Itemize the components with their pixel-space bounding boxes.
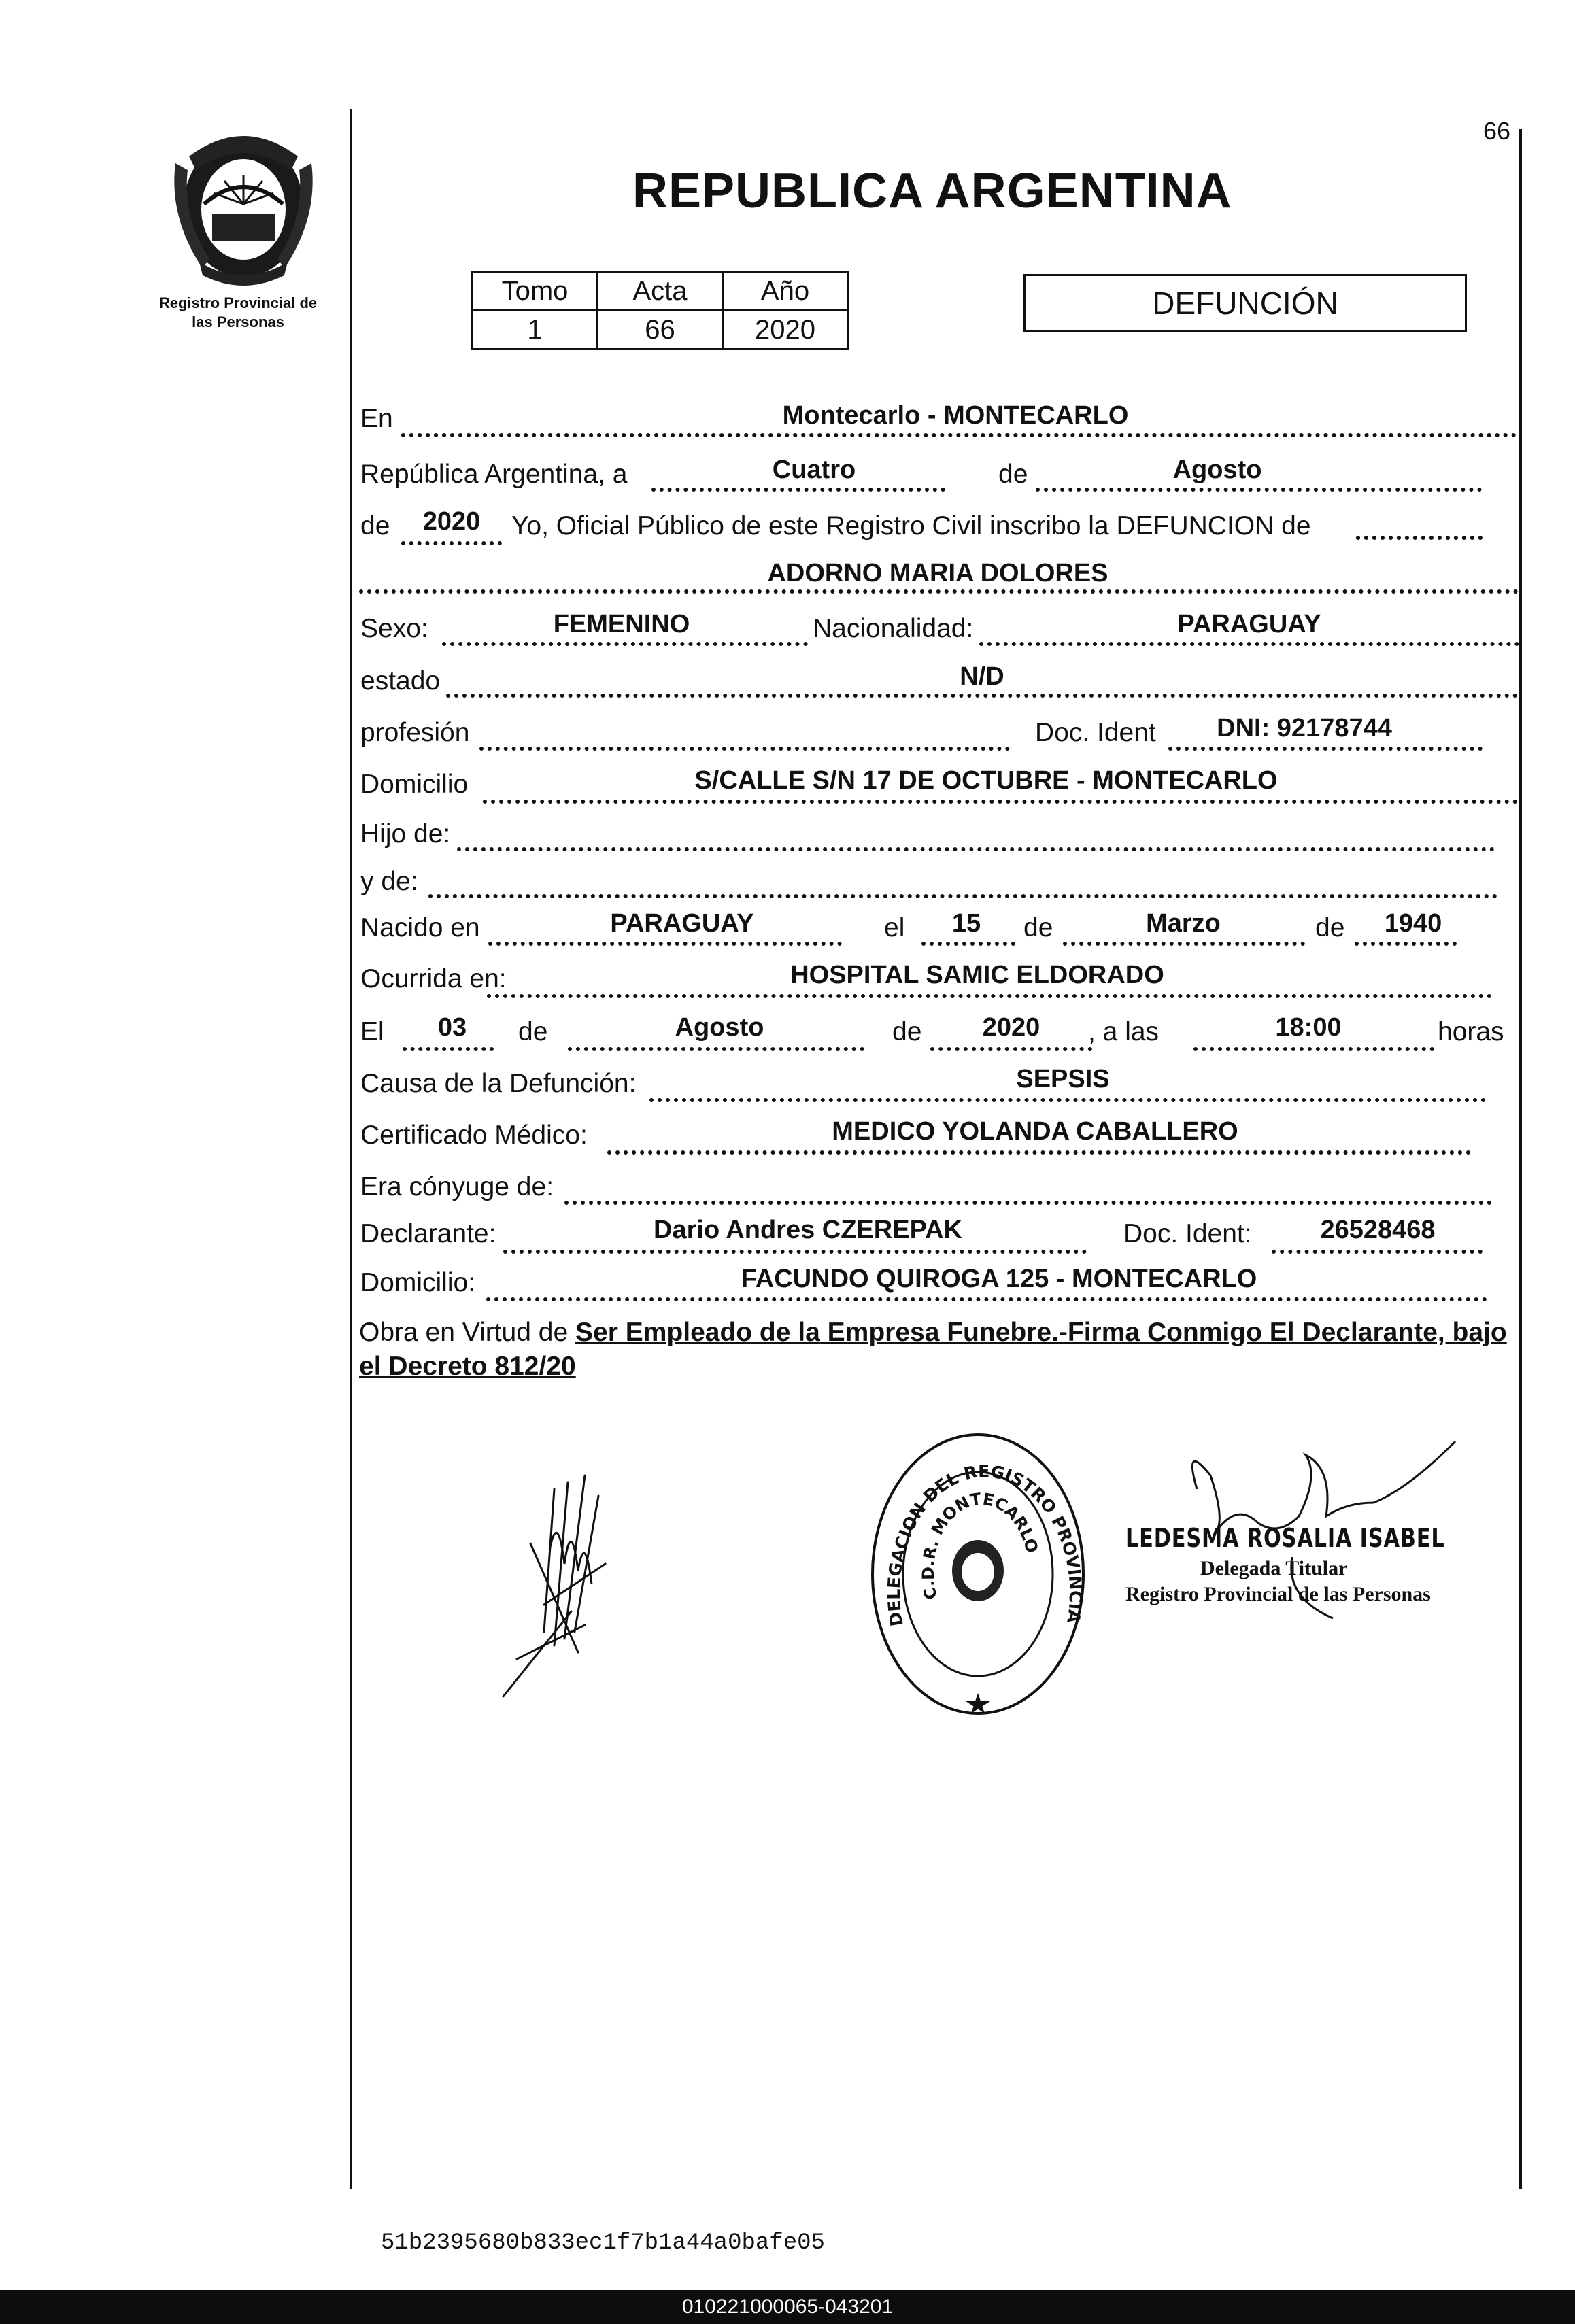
declarant-doc-label: Doc. Ident: xyxy=(1123,1219,1252,1248)
civil-status-value: N/D xyxy=(960,662,1004,691)
day-words: Cuatro xyxy=(772,456,856,484)
civil-status-label: estado xyxy=(360,666,441,696)
declarant-domicile-dotline xyxy=(486,1297,1487,1301)
day-dotline xyxy=(651,488,945,492)
death-year-dotline xyxy=(930,1047,1092,1051)
declarant-doc-value: 26528468 xyxy=(1320,1216,1436,1244)
declarant-domicile-label: Domicilio: xyxy=(360,1268,476,1297)
sex-dotline xyxy=(442,642,808,646)
virtue-label: Obra en Virtud de xyxy=(359,1318,569,1347)
declarant-domicile-value: FACUNDO QUIROGA 125 - MONTECARLO xyxy=(741,1265,1257,1293)
doc-ident-label: Doc. Ident xyxy=(1035,718,1156,747)
nationality-label: Nacionalidad: xyxy=(813,614,974,643)
born-in-label: Nacido en xyxy=(360,913,480,942)
registry-name xyxy=(126,294,350,332)
record-table xyxy=(471,271,849,350)
birth-day: 15 xyxy=(951,909,981,938)
cause-value: SEPSIS xyxy=(1016,1065,1110,1093)
statement-dotline xyxy=(1356,536,1483,540)
declarant-signature xyxy=(490,1469,626,1713)
spouse-dotline xyxy=(564,1201,1492,1205)
domicile-label: Domicilio xyxy=(360,770,469,799)
domicile-dotline xyxy=(483,800,1518,804)
nationality-value: PARAGUAY xyxy=(1177,610,1321,638)
virtue-statement xyxy=(359,1316,1522,1384)
at-label: , a las xyxy=(1088,1017,1159,1046)
declarant-doc-dotline xyxy=(1272,1250,1483,1254)
republic-label: República Argentina, a xyxy=(360,460,628,489)
el-label: el xyxy=(884,913,905,942)
death-time-dotline xyxy=(1193,1047,1434,1051)
registry-name-line2: las Personas xyxy=(192,313,284,330)
officer-role: Delegada Titular xyxy=(1200,1557,1348,1579)
cause-label: Causa de la Defunción: xyxy=(360,1069,637,1098)
officer-organization: Registro Provincial de las Personas xyxy=(1125,1583,1431,1605)
and-of-dotline xyxy=(428,894,1497,898)
year-dotline xyxy=(401,541,502,545)
certificate-value: MEDICO YOLANDA CABALLERO xyxy=(832,1117,1238,1146)
birth-month: Marzo xyxy=(1146,909,1221,938)
de-label: de xyxy=(518,1017,548,1046)
place-label: En xyxy=(360,404,393,433)
profession-dotline xyxy=(479,747,1010,751)
sex-label: Sexo: xyxy=(360,614,428,643)
de-label: de xyxy=(1023,913,1053,942)
record-table-cell: 2020 xyxy=(723,311,848,349)
record-type-box: DEFUNCIÓN xyxy=(1023,274,1467,332)
doc-ident-dotline xyxy=(1168,747,1483,751)
birth-day-dotline xyxy=(921,942,1015,946)
de-label: de xyxy=(360,511,390,541)
barcode-footer: 010221000065-043201 xyxy=(0,2290,1575,2324)
stamp-outer-text: DELEGACION DEL REGISTRO PROVINCIA xyxy=(883,1461,1086,1628)
certificate-dotline xyxy=(607,1150,1471,1155)
death-month: Agosto xyxy=(675,1013,764,1042)
born-in-value: PARAGUAY xyxy=(610,909,754,938)
record-table-value-row xyxy=(473,311,848,349)
stamp-seal-icon xyxy=(862,1421,1094,1734)
occurred-value: HOSPITAL SAMIC ELDORADO xyxy=(790,961,1164,989)
cause-dotline xyxy=(649,1098,1486,1102)
province-crest-icon xyxy=(162,122,325,286)
month-value: Agosto xyxy=(1172,456,1262,484)
death-year: 2020 xyxy=(982,1013,1040,1042)
de-label: de xyxy=(998,460,1028,489)
spouse-label: Era cónyuge de: xyxy=(360,1172,554,1201)
record-table-cell: 1 xyxy=(473,311,598,349)
record-table-header: Acta xyxy=(598,272,723,311)
page-number: 66 xyxy=(1483,117,1510,145)
year-value: 2020 xyxy=(422,507,481,536)
page-title: REPUBLICA ARGENTINA xyxy=(632,164,1232,218)
de-label: de xyxy=(1315,913,1345,942)
occurred-label: Ocurrida en: xyxy=(360,964,507,993)
declarant-dotline xyxy=(503,1250,1087,1254)
doc-ident-value: DNI: 92178744 xyxy=(1217,714,1392,742)
record-table-header-row xyxy=(473,272,848,311)
left-margin-line xyxy=(350,109,352,2189)
record-table-header: Año xyxy=(723,272,848,311)
death-day: 03 xyxy=(437,1013,467,1042)
hours-label: horas xyxy=(1438,1017,1504,1046)
month-dotline xyxy=(1036,488,1482,492)
occurred-dotline xyxy=(487,994,1492,998)
deceased-name: ADORNO MARIA DOLORES xyxy=(767,559,1108,587)
de-label: de xyxy=(892,1017,922,1046)
el-cap-label: El xyxy=(360,1017,384,1046)
declarant-value: Dario Andres CZEREPAK xyxy=(654,1216,962,1244)
profession-label: profesión xyxy=(360,718,470,747)
birth-year: 1940 xyxy=(1384,909,1442,938)
and-of-label: y de: xyxy=(360,867,418,896)
record-table-cell: 66 xyxy=(598,311,723,349)
place-value: Montecarlo - MONTECARLO xyxy=(782,401,1129,430)
registry-name-line1: Registro Provincial de xyxy=(158,294,318,311)
domicile-value: S/CALLE S/N 17 DE OCTUBRE - MONTECARLO xyxy=(694,766,1278,795)
birth-month-dotline xyxy=(1063,942,1305,946)
stamp-inner-text: C.D.R. MONTECARLO xyxy=(918,1489,1042,1601)
child-of-dotline xyxy=(457,847,1495,851)
birth-year-dotline xyxy=(1355,942,1457,946)
officer-name: LEDESMA ROSALIA ISABEL xyxy=(1125,1523,1445,1553)
declarant-label: Declarante: xyxy=(360,1219,496,1248)
sex-value: FEMENINO xyxy=(553,610,690,638)
certificate-label: Certificado Médico: xyxy=(360,1121,588,1150)
statement-text: Yo, Oficial Público de este Registro Civil inscribo la DEFUNCION de xyxy=(511,511,1311,541)
born-in-dotline xyxy=(488,942,842,946)
civil-status-dotline xyxy=(446,694,1518,698)
child-of-label: Hijo de: xyxy=(360,819,451,849)
official-stamp xyxy=(862,1421,1094,1734)
name-dotline xyxy=(359,589,1519,594)
death-time: 18:00 xyxy=(1275,1013,1342,1042)
nationality-dotline xyxy=(979,642,1519,646)
officer-signature-block xyxy=(1125,1523,1479,1606)
death-month-dotline xyxy=(568,1047,864,1051)
right-margin-line xyxy=(1519,129,1522,2189)
death-day-dotline xyxy=(403,1047,494,1051)
record-table-header: Tomo xyxy=(473,272,598,311)
place-dotline xyxy=(401,433,1517,437)
document-hash: 51b2395680b833ec1f7b1a44a0bafe05 xyxy=(381,2230,825,2256)
virtue-value: Ser Empleado de la Empresa Funebre.-Firma Conmigo El Declarante, bajo el Decreto 812/20 xyxy=(359,1318,1507,1381)
